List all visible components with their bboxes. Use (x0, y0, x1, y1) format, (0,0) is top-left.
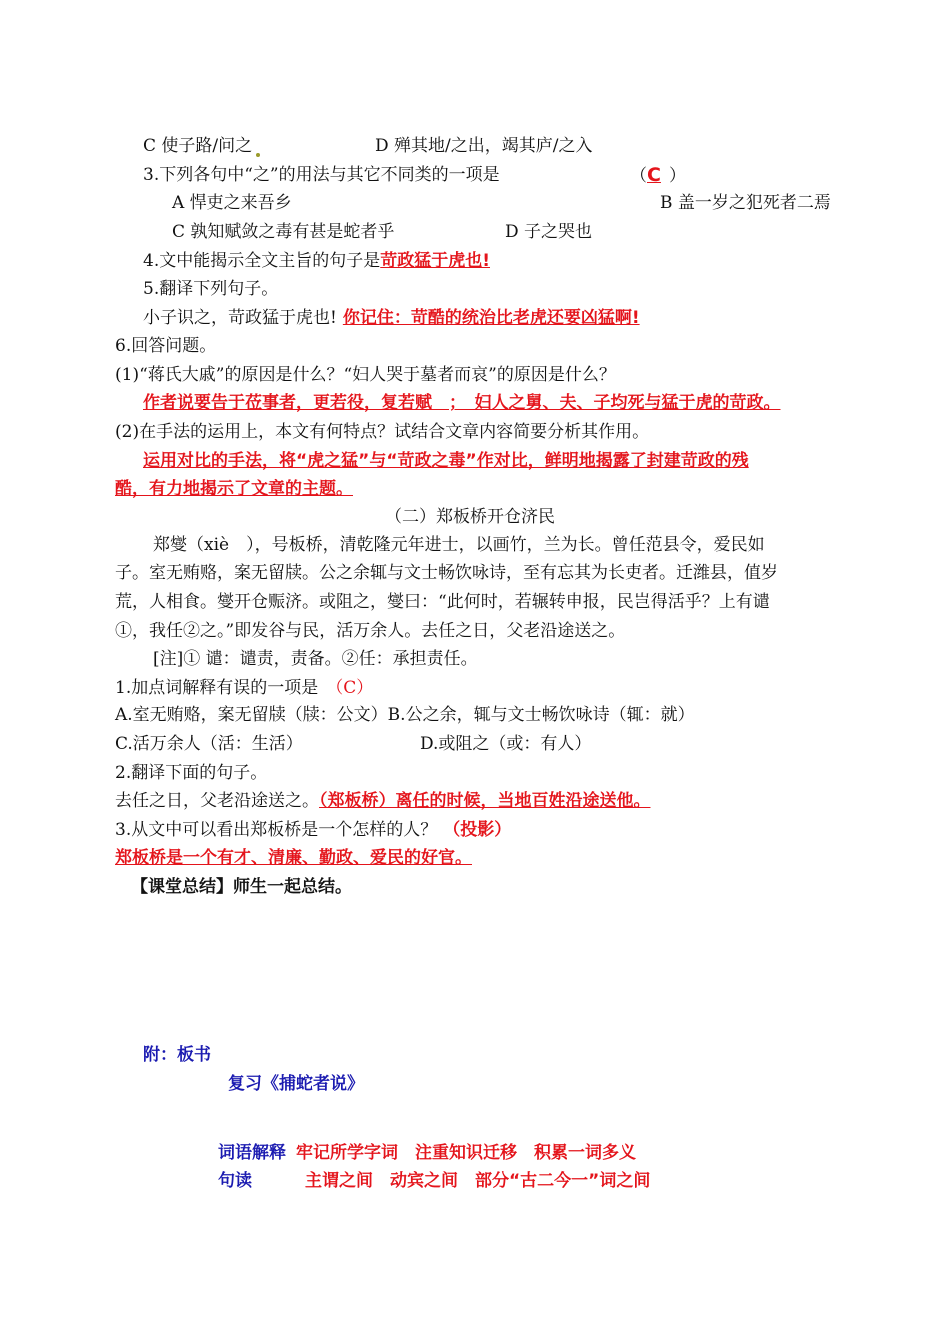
passage-line-1: 郑燮（xiè ），号板桥，清乾隆元年进士，以画竹，兰为长。曾任范县令，爱民如 (153, 535, 765, 555)
section2-title: （二）郑板桥开仓济民 (385, 507, 555, 527)
s2-q1-stem: 1.加点词解释有误的一项是 （C） (115, 678, 374, 698)
q4: 4.文中能揭示全文主旨的句子是苛政猛于虎也! (143, 251, 490, 271)
emphasis-dot (256, 153, 260, 157)
s2-q1-options-ab: A.室无贿赂，案无留牍（牍：公文）B.公之余，辄与文士畅饮咏诗（辄：就） (115, 705, 695, 725)
s2-q1-option-d: D.或阻之（或：有人） (420, 734, 592, 754)
q6-answer1: 作者说要告于莅事者，更若役，复若赋 ； 妇人之舅、夫、子均死与猛于虎的苛政。 (143, 393, 781, 413)
board-title: 复习《捕蛇者说》 (228, 1074, 364, 1094)
s2-q2-stem: 2.翻译下面的句子。 (115, 763, 268, 783)
q6-stem: 6.回答问题。 (115, 336, 217, 356)
q6-answer2-line2: 酷，有力地揭示了文章的主题。 (115, 479, 353, 499)
s2-q2-sentence: 去任之日，父老沿途送之。（郑板桥）离任的时候，当地百姓沿途送他。 (115, 791, 651, 811)
q3-option-a: A 悍吏之来吾乡 (172, 193, 292, 213)
q2-option-c: C 使子路/问之 (143, 135, 264, 157)
s2-q1-option-c: C.活万余人（活：生活） (115, 734, 303, 754)
q6-part1: (1)“蒋氏大戚”的原因是什么？“妇人哭于墓者而哀”的原因是什么？ (115, 365, 616, 385)
board-row-2: 句读 主谓之间 动宾之间 部分“古二今一”词之间 (218, 1171, 651, 1191)
q6-part2: (2)在手法的运用上，本文有何特点？试结合文章内容简要分析其作用。 (115, 422, 650, 442)
q3-stem: 3.下列各句中“之”的用法与其它不同类的一项是 (143, 165, 500, 185)
q5-stem: 5.翻译下列句子。 (143, 279, 279, 299)
s2-q3-stem: 3.从文中可以看出郑板桥是一个怎样的人？ （投影） (115, 820, 512, 840)
board-label: 附：板书 (143, 1045, 211, 1065)
q3-answer: （C ） (630, 164, 686, 186)
q2-option-d: D 殚其地/之出，竭其庐/之入 (375, 136, 593, 156)
q6-answer2-line1: 运用对比的手法，将“虎之猛”与“苛政之毒”作对比，鲜明地揭露了封建苛政的残 (143, 451, 749, 471)
q3-option-d: D 子之哭也 (505, 222, 593, 242)
s2-q3-answer: 郑板桥是一个有才、清廉、勤政、爱民的好官。 (115, 848, 472, 868)
class-summary: 【课堂总结】师生一起总结。 (131, 877, 352, 897)
passage-line-2: 子。室无贿赂，案无留牍。公之余辄与文士畅饮咏诗，至有忘其为长吏者。迁潍县，值岁 (115, 563, 778, 583)
passage-note: [注]① 谴：谴责，责备。②任：承担责任。 (153, 649, 478, 669)
q3-option-c: C 孰知赋敛之毒有甚是蛇者乎 (172, 222, 395, 242)
q3-option-b: B 盖一岁之犯死者二焉 (660, 193, 831, 213)
passage-line-3: 荒，人相食。燮开仓赈济。或阻之，燮曰：“此何时，若辗转申报，民岂得活乎？上有谴 (115, 592, 770, 612)
q5-sentence: 小子识之，苛政猛于虎也! 你记住：苛酷的统治比老虎还要凶猛啊! (143, 308, 640, 328)
board-row-1: 词语解释 牢记所学字词 注重知识迁移 积累一词多义 (218, 1143, 636, 1163)
passage-line-4: ①，我任②之。”即发谷与民，活万余人。去任之日，父老沿途送之。 (115, 621, 626, 641)
